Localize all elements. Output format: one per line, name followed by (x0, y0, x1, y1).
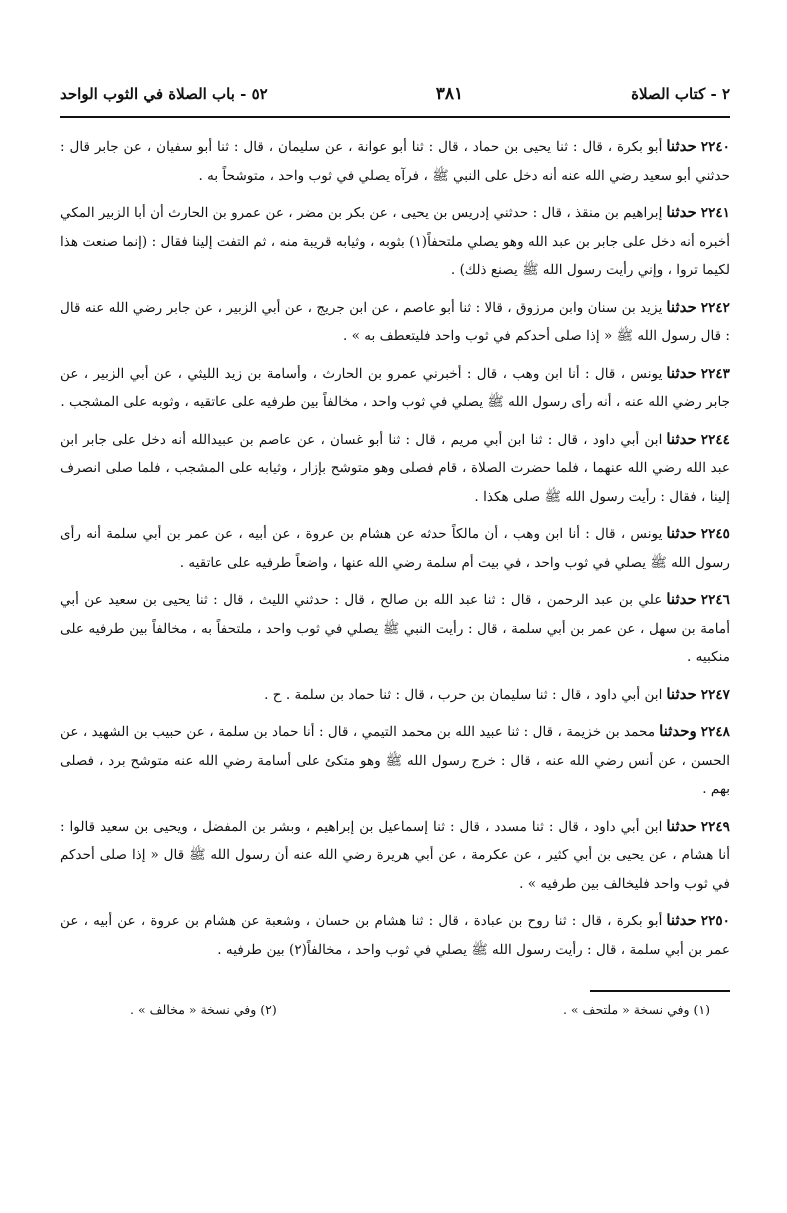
hadith-heading: وحدثنا (659, 722, 697, 740)
hadith-entry (60, 132, 730, 190)
hadith-text: ابن أبي داود ، قال : ثنا ابن أبي مريم ، قال : ثنا أبو غسان ، عن عاصم بن عبيدالله أنه دخل على جابر ابن عبد الله رضي الله عنهما ، فلما حضرت الصلاة ، قام فصلى وهو متوشح بإزار ، وثيابه على المشجب ، فلما صلى انصرف إلينا ، فقال : رأيت رسول الله ﷺ صلى هكذا . (60, 431, 730, 505)
book-page (60, 84, 730, 1017)
hadith-heading: حدثنا (666, 524, 697, 542)
hadith-number: ٢٢٤٠ (700, 139, 730, 155)
page-number: ٣٨١ (435, 84, 464, 104)
running-header (60, 84, 730, 118)
hadith-entry (60, 812, 730, 899)
hadith-heading: حدثنا (666, 297, 697, 316)
hadith-number: ٢٢٥٠ (700, 913, 730, 929)
hadith-heading: حدثنا (666, 363, 697, 382)
hadith-entry (60, 519, 730, 577)
hadith-text: أبو بكرة ، قال : ثنا يحيى بن حماد ، قال : ثنا أبو عوانة ، عن سليمان ، قال : ثنا أبو سفيان ، عن جابر قال : حدثني أبو سعيد رضي الله عنه أنه دخل على النبي ﷺ ، فرآه يصلي في ثوب واحد ، متوشحاً به . (60, 139, 730, 184)
hadith-number: ٢٢٤٣ (700, 365, 730, 382)
hadith-entry (60, 425, 730, 512)
hadith-number: ٢٢٤٤ (700, 431, 730, 448)
footnote-divider (590, 990, 730, 992)
hadith-text: إبراهيم بن منقذ ، قال : حدثني إدريس بن يحيى ، عن بكر بن مضر ، عن عمرو بن الحارث أن أبا الزبير المكي أخبره أنه دخل على جابر بن عبد الله وهو يصلي ملتحفاً(١) بثوبه ، وثيابه قريبة منه ، ثم التفت إلينا فقال : (إنما صنعت هذا لكيما تروا ، وإني رأيت رسول الله ﷺ يصنع ذلك) . (59, 205, 730, 278)
hadith-number: ٢٢٤٦ (700, 592, 730, 608)
hadith-text: ابن أبي داود ، قال : ثنا سليمان بن حرب ، قال : ثنا حماد بن سلمة . ح . (264, 686, 663, 703)
hadith-entry (60, 680, 730, 710)
hadith-text: يزيد بن سنان وابن مرزوق ، قالا : ثنا أبو عاصم ، عن ابن جريج ، عن أبي الزبير ، عن جابر رضي الله عنه قال : قال رسول الله ﷺ « إذا صلى أحدكم في ثوب واحد فليتعطف به » . (60, 299, 730, 344)
footnote-2: (٢) وفي نسخة « مخالف » . (130, 1002, 277, 1017)
hadith-heading: حدثنا (666, 816, 697, 835)
hadith-list (60, 132, 730, 964)
hadith-number: ٢٢٤٢ (700, 299, 730, 316)
hadith-text: علي بن عبد الرحمن ، قال : ثنا عبد الله بن صالح ، قال : حدثني الليث ، قال : ثنا يحيى بن سعيد عن أبي أمامة بن سهل ، عن عمر بن أبي سلمة ، قال : رأيت النبي ﷺ يصلي في ثوب واحد ، ملتحفاً به ، مخالفاً بين طرفيه على منكبيه . (60, 592, 730, 665)
hadith-text: محمد بن خزيمة ، قال : ثنا عبيد الله بن محمد التيمي ، قال : أنا حماد بن سلمة ، عن حبيب بن الشهيد ، عن الحسن ، عن أنس رضي الله عنه ، قال : خرج رسول الله ﷺ وهو متكئ على أسامة رضي الله عنه متوشح برد ، فصلى بهم . (60, 724, 730, 797)
hadith-heading: حدثنا (666, 203, 697, 221)
hadith-text: ابن أبي داود ، قال : ثنا مسدد ، قال : ثنا إسماعيل بن إبراهيم ، وبشر بن المفضل ، ويحيى بن سعيد قالوا : أنا هشام ، عن يحيى بن أبي كثير ، عن عكرمة ، عن أبي هريرة رضي الله عنه أن رسول الله ﷺ قال « إذا صلى أحدكم في ثوب واحد فليخالف بين طرفيه » . (60, 818, 730, 892)
hadith-heading: حدثنا (666, 590, 697, 608)
hadith-entry (60, 906, 730, 964)
hadith-heading: حدثنا (666, 429, 697, 448)
hadith-heading: حدثنا (666, 684, 697, 703)
hadith-entry (60, 293, 730, 351)
hadith-entry (60, 198, 730, 285)
hadith-number: ٢٢٤٨ (700, 724, 730, 740)
chapter-title: ٢ - كتاب الصلاة (631, 85, 730, 103)
hadith-entry (60, 585, 730, 672)
hadith-entry (60, 359, 730, 417)
hadith-number: ٢٢٤٥ (700, 526, 730, 542)
hadith-text: أبو بكرة ، قال : ثنا روح بن عبادة ، قال : ثنا هشام بن حسان ، وشعبة عن هشام بن عروة ، عن أبيه ، عن عمر بن أبي سلمة ، قال : رأيت رسول الله ﷺ يصلي في ثوب واحد ، مخالفاً(٢) بين طرفيه . (60, 913, 730, 958)
hadith-number: ٢٢٤٧ (700, 686, 730, 703)
hadith-heading: حدثنا (666, 137, 697, 155)
hadith-number: ٢٢٤٩ (700, 818, 730, 835)
hadith-entry (60, 717, 730, 804)
hadith-number: ٢٢٤١ (700, 205, 730, 221)
hadith-heading: حدثنا (666, 911, 697, 929)
section-title: ٥٢ - باب الصلاة في الثوب الواحد (60, 85, 268, 103)
hadith-text: يونس ، قال : أنا ابن وهب ، قال : أخبرني عمرو بن الحارث ، وأسامة بن زيد الليثي ، عن أبي الزبير ، عن جابر رضي الله عنه ، أنه رأى رسول الله ﷺ يصلي في ثوب واحد ، مخالفاً بين طرفيه على عاتقيه ، وثوبه على المشجب . (60, 365, 730, 410)
hadith-text: يونس ، قال : أنا ابن وهب ، أن مالكاً حدثه عن هشام بن عروة ، عن أبيه ، عن عمر بن أبي سلمة أنه رأى رسول الله ﷺ يصلي في ثوب واحد ، في بيت أم سلمة رضي الله عنها ، واضعاً طرفيه على عاتقيه . (60, 526, 730, 571)
footnotes (60, 1002, 730, 1017)
footnote-1: (١) وفي نسخة « ملتحف » . (562, 1002, 710, 1017)
